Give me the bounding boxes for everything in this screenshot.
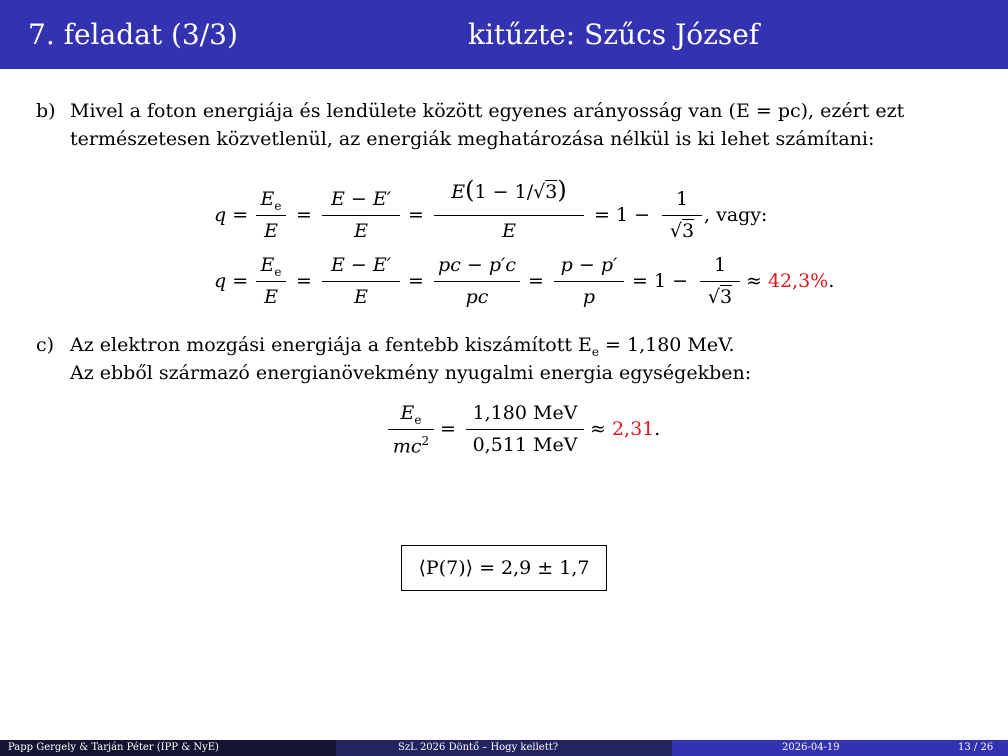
part-b-line1: Mivel a foton energiája és lendülete között egyenes arányosság van (E = pc), ezért ezt bbox=[70, 100, 905, 122]
part-c-result: 2,31 bbox=[611, 418, 655, 440]
equation-1-trailing: , vagy: bbox=[704, 204, 768, 226]
part-c-line2: Az ebből származó energianövekmény nyugalmi energia egységekben: bbox=[70, 362, 752, 384]
slide-footer bbox=[0, 740, 1008, 756]
slide-header bbox=[0, 0, 1008, 69]
part-b-line2: természetesen közvetlenül, az energiák meghatározása nélkül is ki lehet számítani: bbox=[70, 128, 875, 150]
footer-event: SzL 2026 Döntő – Hogy kellett? bbox=[398, 742, 559, 753]
slide-title: 7. feladat (3/3) bbox=[28, 18, 238, 51]
slide-author: kitűzte: Szűcs József bbox=[468, 18, 760, 51]
equation-3-denominator: 0,511 MeV bbox=[472, 434, 578, 456]
part-b-label: b) bbox=[36, 100, 56, 122]
part-c-line1-sub: e bbox=[591, 344, 599, 359]
part-b-result: 42,3% bbox=[767, 270, 829, 292]
score-box: ⟨P(7)⟩ = 2,9 ± 1,7 bbox=[401, 545, 607, 591]
footer-page: 13 / 26 bbox=[958, 742, 994, 753]
footer-date: 2026-04-19 bbox=[782, 742, 840, 753]
footer-authors: Papp Gergely & Tarján Péter (IPP & NyE) bbox=[8, 742, 219, 753]
equation-3-numerator: 1,180 MeV bbox=[472, 402, 578, 424]
part-c-line1-value: = 1,180 MeV. bbox=[599, 334, 735, 356]
part-c-label: c) bbox=[36, 334, 55, 356]
part-c-line1: Az elektron mozgási energiája a fentebb kiszámított E bbox=[70, 334, 592, 356]
